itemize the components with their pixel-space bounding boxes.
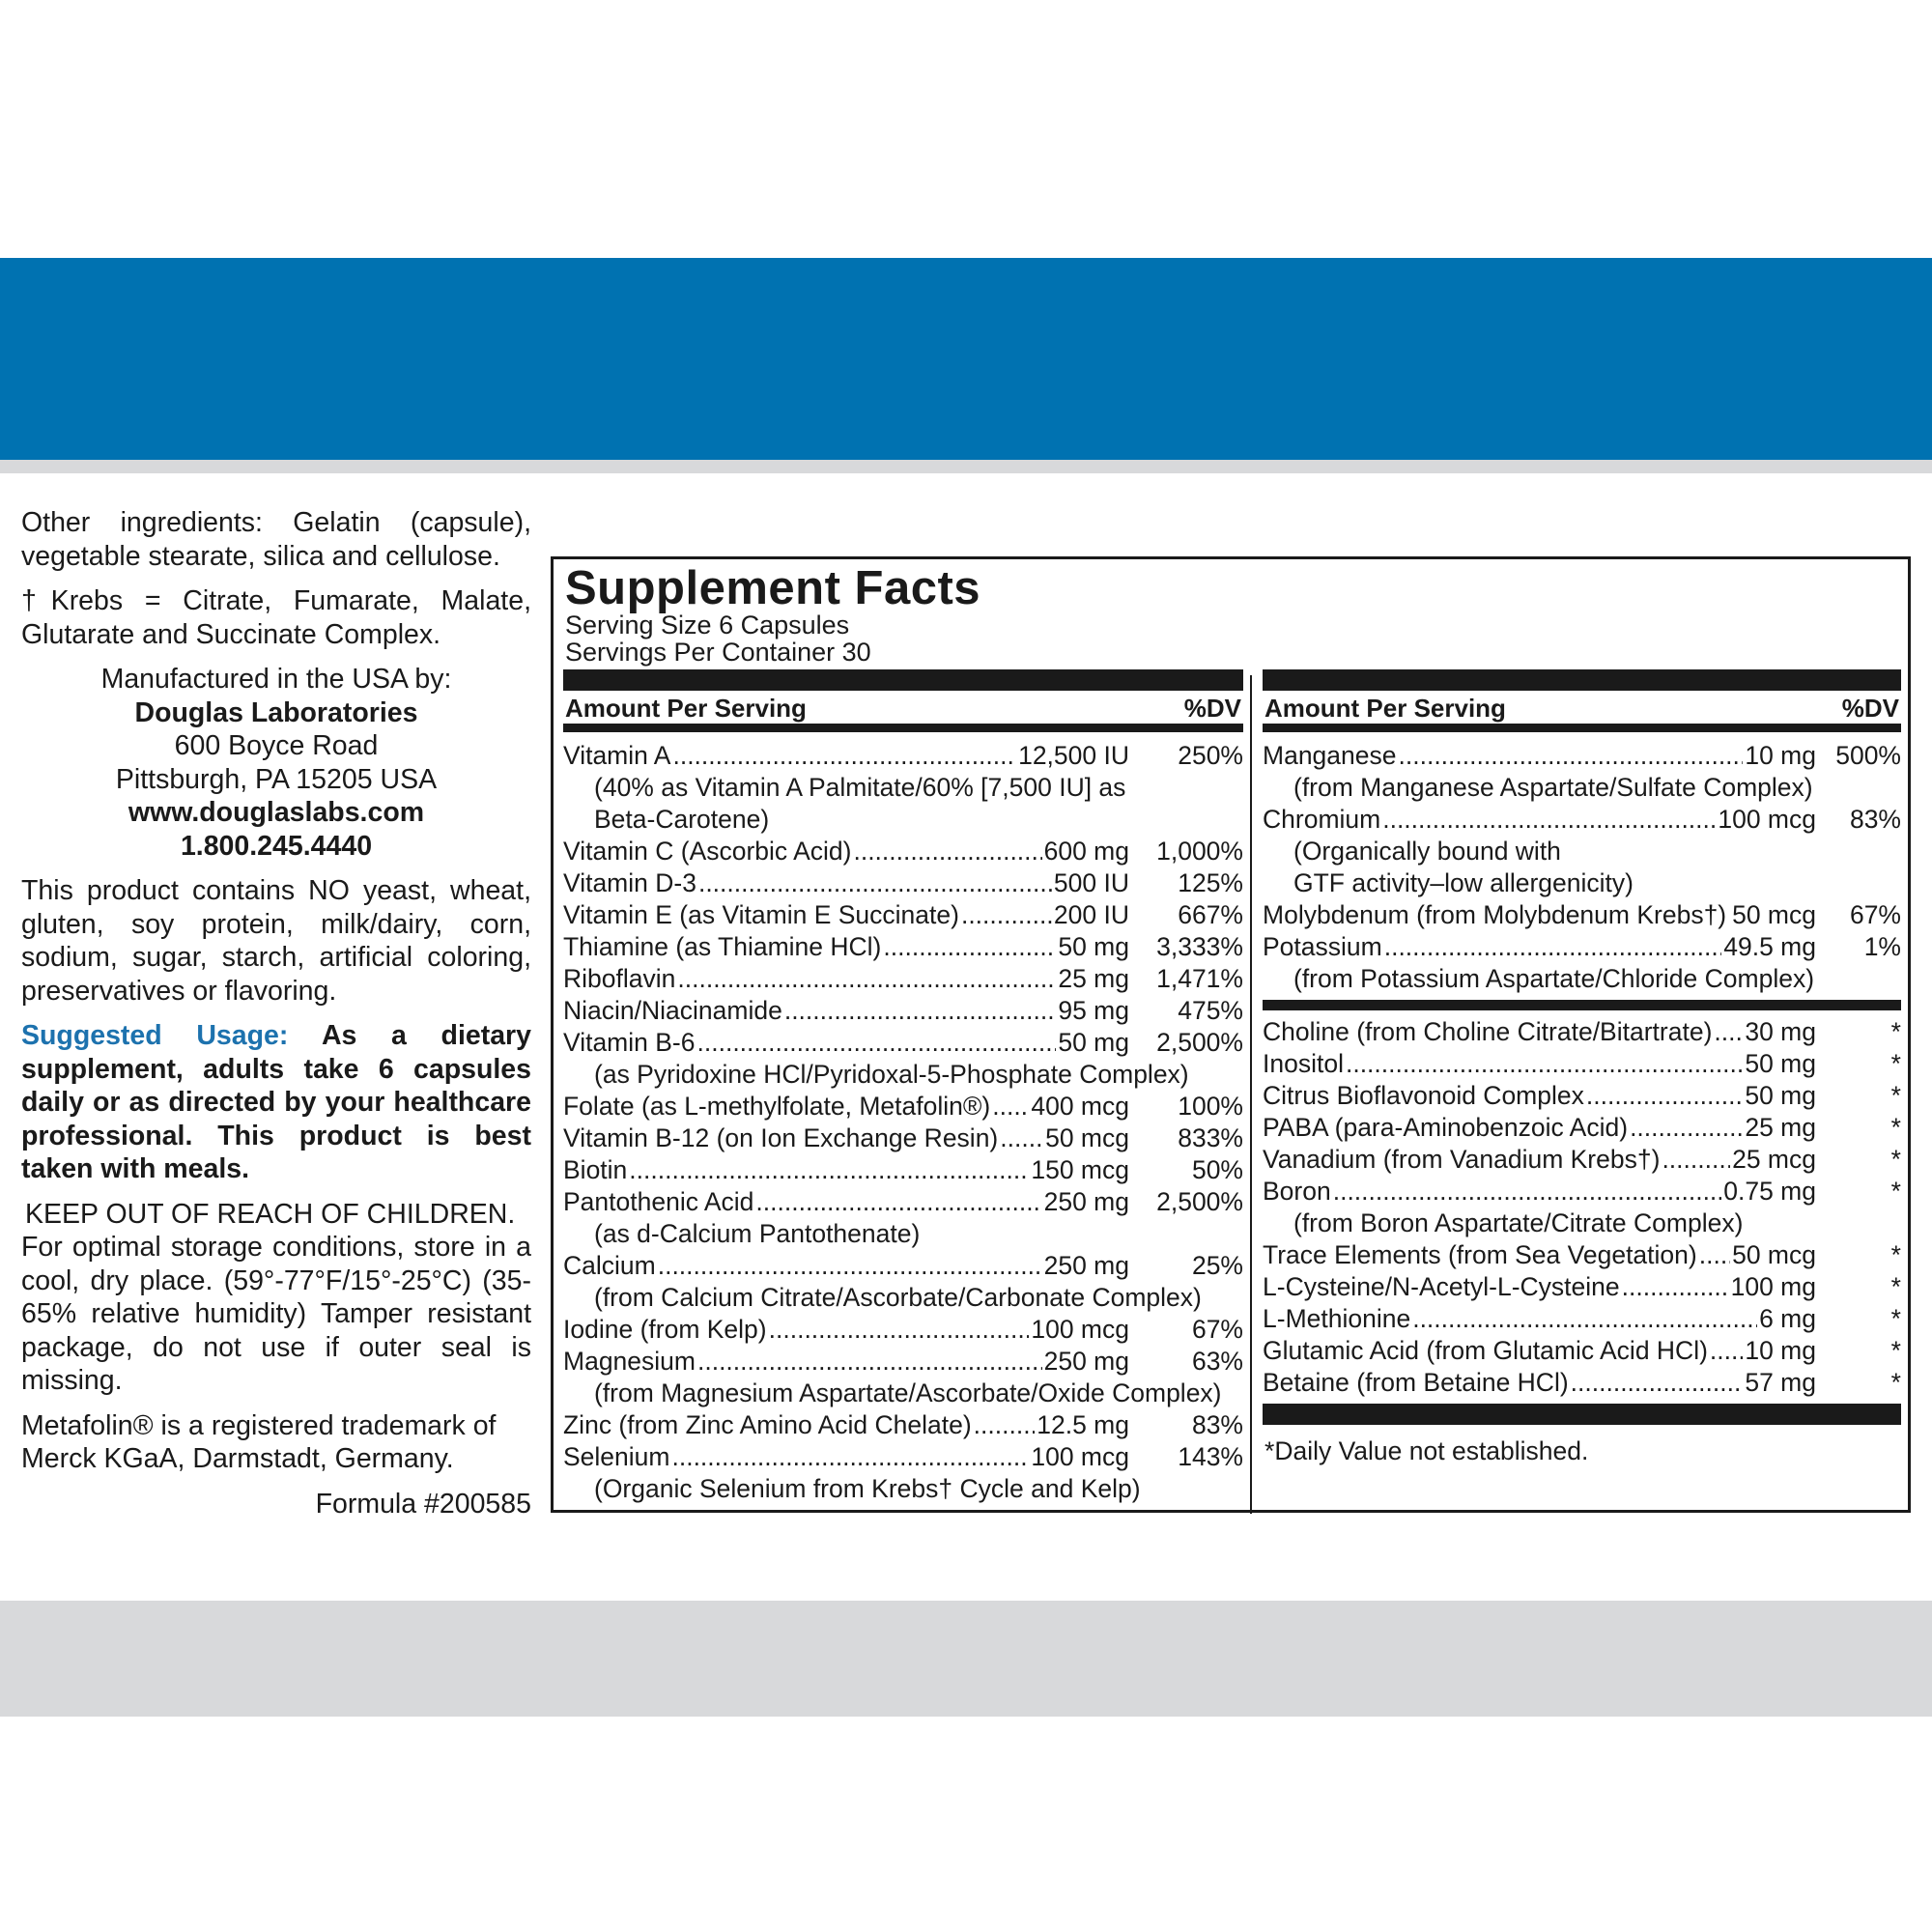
nutrient-source-note: (from Boron Aspartate/Citrate Complex)	[1293, 1208, 1744, 1237]
dot-leader	[698, 867, 1052, 899]
manufacturer-website: www.douglaslabs.com	[128, 797, 425, 828]
nutrient-name: Vitamin B-6	[563, 1028, 696, 1057]
nutrient-dv: 67%	[1849, 900, 1901, 929]
nutrient-dv: *	[1890, 1145, 1901, 1174]
dot-leader	[974, 1409, 1036, 1441]
nutrient-amount: 200 IU	[1053, 900, 1129, 929]
dot-leader	[1000, 1122, 1043, 1154]
nutrient-row	[563, 1441, 1243, 1473]
nutrient-name: Calcium	[563, 1251, 656, 1280]
nutrient-source-note: (as d-Calcium Pantothenate)	[594, 1219, 921, 1248]
nutrient-name: Trace Elements (from Sea Vegetation)	[1263, 1240, 1697, 1269]
nutrient-name: Molybdenum (from Molybdenum Krebs†)	[1263, 900, 1727, 929]
nutrient-row	[1263, 1176, 1901, 1208]
nutrient-row	[563, 1314, 1243, 1346]
header-amount: Amount Per Serving	[1264, 694, 1506, 723]
dot-leader	[755, 1186, 1041, 1218]
nutrient-name: Vitamin A	[563, 741, 671, 770]
nutrient-row	[563, 1154, 1243, 1186]
dot-leader	[1714, 1016, 1743, 1048]
dot-leader	[853, 836, 1041, 867]
nutrient-name: Pantothenic Acid	[563, 1187, 754, 1216]
nutrient-source-note: (from Magnesium Aspartate/Ascorbate/Oxide Complex)	[594, 1378, 1222, 1407]
nutrient-source-note: Beta-Carotene)	[594, 805, 770, 834]
nutrient-amount: 10 mg	[1745, 1336, 1816, 1365]
nutrient-row	[1263, 1144, 1901, 1176]
column-header	[563, 691, 1243, 724]
column-divider	[1250, 675, 1252, 1514]
nutrient-row	[1263, 1303, 1901, 1335]
nutrient-name: Betaine (from Betaine HCl)	[1263, 1368, 1569, 1397]
nutrient-row	[563, 1091, 1243, 1122]
nutrient-amount: 25 mg	[1745, 1113, 1816, 1142]
nutrient-row	[563, 1027, 1243, 1059]
thin-rule	[563, 724, 1243, 732]
nutrient-dv: 83%	[1849, 805, 1901, 834]
nutrient-dv: 143%	[1178, 1442, 1243, 1471]
manufacturer-street: 600 Boyce Road	[174, 730, 379, 761]
nutrient-name: Vitamin D-3	[563, 868, 696, 897]
nutrient-dv: *	[1890, 1272, 1901, 1301]
allergen-statement: This product contains NO yeast, wheat, gluten, soy protein, milk/dairy, corn, sodium, sugar, starch, artificial coloring, preservatives or flavoring.	[21, 875, 531, 1007]
nutrient-dv: 475%	[1178, 996, 1243, 1025]
nutrient-row	[563, 931, 1243, 963]
nutrient-name: Thiamine (as Thiamine HCl)	[563, 932, 882, 961]
nutrient-name: Selenium	[563, 1442, 670, 1471]
nutrient-row	[563, 836, 1243, 867]
nutrient-row	[1263, 740, 1901, 772]
nutrient-name: Riboflavin	[563, 964, 676, 993]
dot-leader	[992, 1091, 1029, 1122]
thin-rule	[1263, 724, 1901, 732]
other-ingredients: Other ingredients: Gelatin (capsule), vegetable stearate, silica and cellulose.	[21, 507, 531, 572]
nutrient-row	[563, 1122, 1243, 1154]
manufacturer-block	[21, 663, 531, 863]
usage-label: Suggested Usage:	[21, 1020, 289, 1051]
nutrient-row	[1263, 899, 1901, 931]
nutrient-dv: 833%	[1178, 1123, 1243, 1152]
dot-leader	[1333, 1176, 1722, 1208]
thick-rule-end	[1263, 1404, 1901, 1425]
nutrient-row	[563, 1186, 1243, 1218]
nutrient-amount: 0.75 mg	[1723, 1177, 1816, 1206]
nutrient-dv: *	[1890, 1049, 1901, 1078]
dot-leader	[1699, 1239, 1730, 1271]
dot-leader	[1586, 1080, 1743, 1112]
nutrient-amount: 500 IU	[1053, 868, 1129, 897]
nutrient-dv: 667%	[1178, 900, 1243, 929]
nutrient-name: Choline (from Choline Citrate/Bitartrate)	[1263, 1017, 1713, 1046]
nutrient-amount: 250 mg	[1043, 1347, 1129, 1376]
nutrient-name: Vitamin E (as Vitamin E Succinate)	[563, 900, 959, 929]
nutrient-dv: 1,000%	[1156, 837, 1243, 866]
nutrient-amount: 12,500 IU	[1018, 741, 1129, 770]
nutrient-dv: *	[1890, 1336, 1901, 1365]
thick-rule	[563, 669, 1243, 691]
dot-leader	[883, 931, 1056, 963]
dot-leader	[1399, 740, 1744, 772]
nutrient-source-note: (40% as Vitamin A Palmitate/60% [7,500 IU] as	[594, 773, 1126, 802]
nutrient-dv: *	[1890, 1304, 1901, 1333]
dot-leader	[1630, 1112, 1743, 1144]
manufacturer-name: Douglas Laboratories	[134, 696, 418, 728]
nutrient-source-note: (Organic Selenium from Krebs† Cycle and Kelp)	[594, 1474, 1141, 1503]
nutrient-row	[563, 899, 1243, 931]
manufacturer-city: Pittsburgh, PA 15205 USA	[115, 763, 438, 795]
nutrient-dv: 250%	[1178, 741, 1243, 770]
nutrient-amount: 95 mg	[1058, 996, 1129, 1025]
nutrient-source-note: (from Potassium Aspartate/Chloride Complex)	[1293, 964, 1815, 993]
nutrient-amount: 25 mcg	[1732, 1145, 1816, 1174]
label-left-panel	[21, 506, 531, 1520]
nutrient-dv: 3,333%	[1156, 932, 1243, 961]
dot-leader	[629, 1154, 1029, 1186]
nutrient-amount: 600 mg	[1043, 837, 1129, 866]
formula-number: Formula #200585	[315, 1488, 531, 1520]
dot-leader	[672, 740, 1016, 772]
nutrient-dv: *	[1890, 1177, 1901, 1206]
nutrient-amount: 57 mg	[1745, 1368, 1816, 1397]
usage-text: As a dietary supplement, adults take 6 capsules daily or as directed by your healthcare professional. This product is best taken with meals.	[21, 1020, 531, 1184]
dot-leader	[1622, 1271, 1729, 1303]
nutrient-name: Vanadium (from Vanadium Krebs†)	[1263, 1145, 1661, 1174]
top-gray-stripe	[0, 460, 1932, 473]
manufacturer-phone: 1.800.245.4440	[180, 830, 373, 862]
nutrient-amount: 50 mcg	[1732, 900, 1816, 929]
nutrient-name: L-Methionine	[1263, 1304, 1411, 1333]
nutrient-dv: 125%	[1178, 868, 1243, 897]
nutrient-dv: *	[1890, 1368, 1901, 1397]
nutrient-name: PABA (para-Aminobenzoic Acid)	[1263, 1113, 1629, 1142]
nutrient-amount: 50 mg	[1058, 1028, 1129, 1057]
facts-column-left	[563, 669, 1243, 1505]
nutrient-dv: *	[1890, 1081, 1901, 1110]
nutrient-list-right-top	[1263, 740, 1901, 995]
nutrient-dv: 1%	[1863, 932, 1901, 961]
header-dv: %DV	[1841, 694, 1899, 723]
nutrient-row	[1263, 1335, 1901, 1367]
nutrient-dv: 2,500%	[1156, 1187, 1243, 1216]
dot-leader	[1728, 899, 1730, 931]
manufacturer-intro: Manufactured in the USA by:	[100, 664, 452, 695]
dot-leader	[1384, 931, 1722, 963]
serving-size: Serving Size 6 Capsules	[565, 611, 850, 639]
nutrient-row	[563, 1409, 1243, 1441]
nutrient-dv: *	[1890, 1113, 1901, 1142]
nutrient-name: Iodine (from Kelp)	[563, 1315, 767, 1344]
nutrient-dv: 63%	[1191, 1347, 1243, 1376]
nutrient-name: Niacin/Niacinamide	[563, 996, 782, 1025]
nutrient-name: Vitamin C (Ascorbic Acid)	[563, 837, 852, 866]
dot-leader	[1412, 1303, 1757, 1335]
facts-column-right	[1263, 669, 1901, 1466]
nutrient-row	[1263, 1112, 1901, 1144]
nutrient-row	[1263, 931, 1901, 963]
nutrient-amount: 50 mg	[1745, 1049, 1816, 1078]
nutrient-amount: 100 mg	[1730, 1272, 1816, 1301]
nutrient-dv: 67%	[1191, 1315, 1243, 1344]
nutrient-amount: 6 mg	[1759, 1304, 1816, 1333]
header-amount: Amount Per Serving	[565, 694, 807, 723]
storage-text: For optimal storage conditions, store in a cool, dry place. (59°-77°F/15°-25°C) (35-65% relative humidity) Tamper resistant package, do not use if outer seal is missing.	[21, 1232, 531, 1396]
nutrient-row	[563, 1346, 1243, 1378]
nutrient-amount: 25 mg	[1058, 964, 1129, 993]
dot-leader	[697, 1346, 1042, 1378]
nutrient-amount: 50 mcg	[1045, 1123, 1129, 1152]
nutrient-row	[1263, 1367, 1901, 1399]
nutrient-row	[563, 995, 1243, 1027]
krebs-note: †Krebs = Citrate, Fumarate, Malate, Glutarate and Succinate Complex.	[21, 585, 531, 650]
dot-leader	[1710, 1335, 1743, 1367]
dot-leader	[1662, 1144, 1730, 1176]
nutrient-name: Chromium	[1263, 805, 1381, 834]
nutrient-amount: 150 mcg	[1031, 1155, 1129, 1184]
nutrient-list-left	[563, 740, 1243, 1505]
nutrient-amount: 50 mg	[1058, 932, 1129, 961]
dot-leader	[658, 1250, 1042, 1282]
nutrient-dv: 500%	[1835, 741, 1901, 770]
nutrient-row	[1263, 1271, 1901, 1303]
dot-leader	[677, 963, 1056, 995]
supplement-facts-panel	[551, 556, 1911, 1513]
nutrient-dv: 50%	[1191, 1155, 1243, 1184]
nutrient-name: Citrus Bioflavonoid Complex	[1263, 1081, 1584, 1110]
nutrient-amount: 100 mcg	[1031, 1442, 1129, 1471]
section-rule	[1263, 1000, 1901, 1010]
header-dv: %DV	[1183, 694, 1241, 723]
nutrient-row	[1263, 1048, 1901, 1080]
nutrient-source-note: GTF activity–low allergenicity)	[1293, 868, 1634, 897]
serving-info	[565, 611, 871, 666]
warning-heading: KEEP OUT OF REACH OF CHILDREN.	[25, 1198, 516, 1230]
nutrient-row	[563, 1250, 1243, 1282]
nutrient-row	[563, 740, 1243, 772]
nutrient-name: Zinc (from Zinc Amino Acid Chelate)	[563, 1410, 972, 1439]
servings-per-container: Servings Per Container 30	[565, 638, 871, 667]
dot-leader	[961, 899, 1052, 931]
bottom-gray-band	[0, 1601, 1932, 1717]
nutrient-amount: 100 mcg	[1718, 805, 1816, 834]
nutrient-name: Manganese	[1263, 741, 1397, 770]
nutrient-amount: 12.5 mg	[1037, 1410, 1129, 1439]
nutrient-name: Glutamic Acid (from Glutamic Acid HCl)	[1263, 1336, 1708, 1365]
column-header	[1263, 691, 1901, 724]
nutrient-row	[1263, 1080, 1901, 1112]
nutrient-amount: 50 mcg	[1732, 1240, 1816, 1269]
dot-leader	[671, 1441, 1029, 1473]
nutrient-dv: *	[1890, 1240, 1901, 1269]
nutrient-source-note: (from Manganese Aspartate/Sulfate Complex)	[1293, 773, 1813, 802]
nutrient-amount: 400 mcg	[1031, 1092, 1129, 1121]
nutrient-row	[1263, 804, 1901, 836]
nutrient-amount: 30 mg	[1745, 1017, 1816, 1046]
nutrient-row	[1263, 1239, 1901, 1271]
dot-leader	[784, 995, 1057, 1027]
nutrient-dv: 25%	[1191, 1251, 1243, 1280]
suggested-usage	[21, 1019, 531, 1186]
nutrient-amount: 100 mcg	[1031, 1315, 1129, 1344]
nutrient-dv: 83%	[1191, 1410, 1243, 1439]
nutrient-source-note: (as Pyridoxine HCl/Pyridoxal-5-Phosphate Complex)	[594, 1060, 1189, 1089]
nutrient-dv: 1,471%	[1156, 964, 1243, 993]
nutrient-source-note: (from Calcium Citrate/Ascorbate/Carbonate Complex)	[594, 1283, 1202, 1312]
facts-title: Supplement Facts	[565, 562, 981, 614]
nutrient-amount: 10 mg	[1745, 741, 1816, 770]
nutrient-name: Magnesium	[563, 1347, 696, 1376]
nutrient-dv: 100%	[1178, 1092, 1243, 1121]
nutrient-amount: 49.5 mg	[1723, 932, 1816, 961]
nutrient-row	[1263, 1016, 1901, 1048]
nutrient-source-note: (Organically bound with	[1293, 837, 1561, 866]
dot-leader	[1571, 1367, 1744, 1399]
thick-rule	[1263, 669, 1901, 691]
nutrient-name: Inositol	[1263, 1049, 1344, 1078]
nutrient-list-right-bottom	[1263, 1016, 1901, 1399]
nutrient-name: Folate (as L-methylfolate, Metafolin®)	[563, 1092, 991, 1121]
dot-leader	[1382, 804, 1716, 836]
nutrient-row	[563, 867, 1243, 899]
nutrient-name: Boron	[1263, 1177, 1331, 1206]
trademark-note: Metafolin® is a registered trademark of Merck KGaA, Darmstadt, Germany.	[21, 1409, 497, 1474]
top-color-band	[0, 258, 1932, 460]
nutrient-row	[563, 963, 1243, 995]
dot-leader	[1346, 1048, 1743, 1080]
nutrient-name: Biotin	[563, 1155, 628, 1184]
dot-leader	[769, 1314, 1030, 1346]
daily-value-footnote: *Daily Value not established.	[1264, 1436, 1589, 1465]
nutrient-amount: 250 mg	[1043, 1187, 1129, 1216]
nutrient-name: Vitamin B-12 (on Ion Exchange Resin)	[563, 1123, 999, 1152]
nutrient-name: Potassium	[1263, 932, 1382, 961]
nutrient-dv: *	[1890, 1017, 1901, 1046]
nutrient-amount: 250 mg	[1043, 1251, 1129, 1280]
nutrient-amount: 50 mg	[1745, 1081, 1816, 1110]
dot-leader	[697, 1027, 1057, 1059]
nutrient-dv: 2,500%	[1156, 1028, 1243, 1057]
nutrient-name: L-Cysteine/N-Acetyl-L-Cysteine	[1263, 1272, 1620, 1301]
